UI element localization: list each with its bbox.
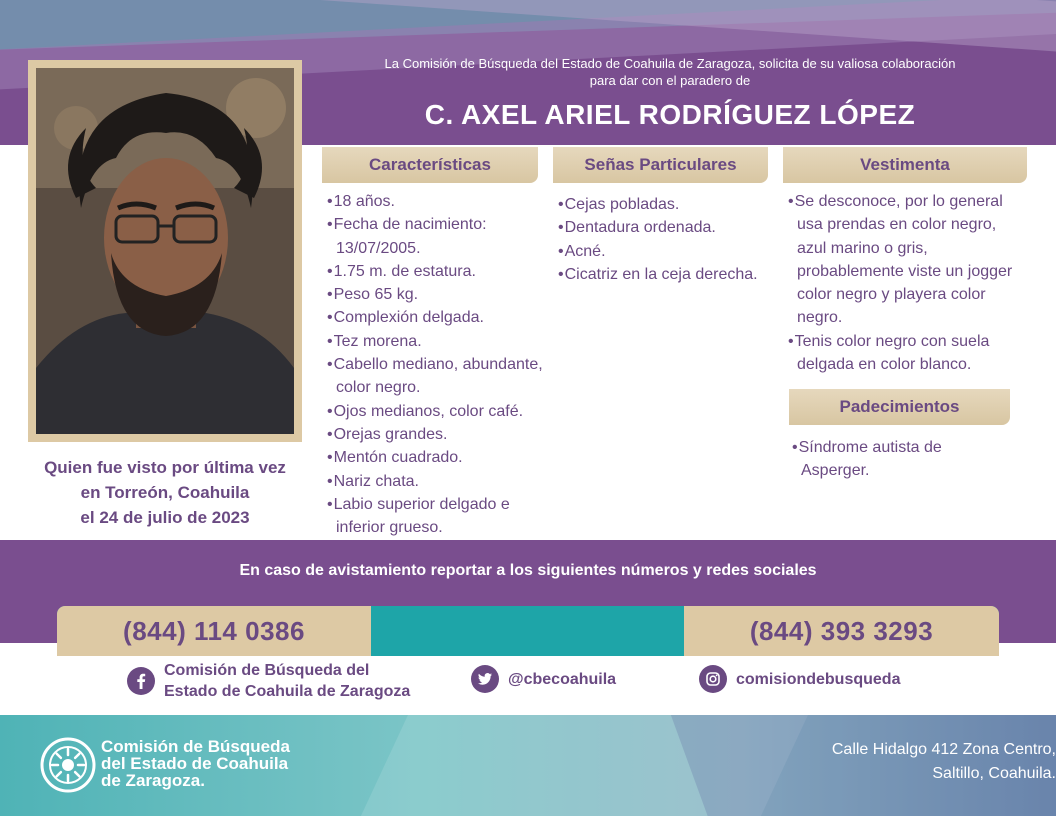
twitter-label: @cbecoahuila: [508, 670, 617, 688]
list-item: • Orejas grandes.: [327, 423, 552, 446]
list-item: • Acné.: [558, 240, 763, 263]
missing-person-name: C. AXEL ARIEL RODRÍGUEZ LÓPEZ: [424, 99, 916, 130]
list-item: • 18 años.: [327, 190, 552, 213]
list-item: • Se desconoce, por lo general usa prendas en color negro, azul marino o gris, probablemente viste un jogger color negro y playera color negro.: [788, 190, 1026, 330]
vestimenta-list: [788, 190, 1026, 376]
address-line: Calle Hidalgo 412 Zona Centro,: [831, 741, 1056, 758]
commission-logo-text: [101, 738, 290, 789]
person-photo-illustration: [36, 68, 294, 434]
list-item: • Cejas pobladas.: [558, 193, 763, 216]
phone-number-2[interactable]: (844) 393 3293: [684, 606, 999, 656]
list-item: • Tez morena.: [327, 330, 552, 353]
instagram-label: comisiondebusqueda: [736, 670, 901, 688]
list-item: • Labio superior delgado e inferior grueso.: [327, 493, 552, 540]
list-item: • Ojos medianos, color café.: [327, 400, 552, 423]
list-item: • 1.75 m. de estatura.: [327, 260, 552, 283]
instagram-link[interactable]: [699, 665, 900, 693]
list-item: • Cabello mediano, abundante, color negro.: [327, 353, 552, 400]
senas-heading: Señas Particulares: [553, 147, 768, 183]
vestimenta-heading: Vestimenta: [783, 147, 1027, 183]
facebook-icon: [127, 667, 155, 695]
facebook-line: Estado de Coahuila de Zaragoza: [164, 683, 411, 700]
list-item: • Fecha de nacimiento: 13/07/2005.: [327, 213, 552, 260]
last-seen-line: en Torreón, Coahuila: [80, 483, 250, 502]
twitter-icon: [471, 665, 499, 693]
caracteristicas-heading: Características: [322, 147, 538, 183]
facebook-label: [164, 660, 410, 702]
facebook-link[interactable]: [127, 660, 410, 702]
photo-frame: [28, 60, 302, 442]
logo-line: del Estado de Coahuila: [101, 754, 289, 773]
list-item: • Mentón cuadrado.: [327, 446, 552, 469]
list-item: • Complexión delgada.: [327, 306, 552, 329]
list-item: • Dentadura ordenada.: [558, 216, 763, 239]
facebook-line: Comisión de Búsqueda del: [164, 662, 370, 679]
report-text: En caso de avistamiento reportar a los siguientes números y redes sociales: [239, 562, 817, 579]
instagram-icon: [699, 665, 727, 693]
twitter-link[interactable]: [471, 665, 616, 693]
padecimientos-heading: Padecimientos: [789, 389, 1010, 425]
list-item: • Tenis color negro con suela delgada en color blanco.: [788, 330, 1026, 377]
logo-line: de Zaragoza.: [101, 771, 205, 790]
address: [832, 738, 1056, 786]
list-item: • Cicatriz en la ceja derecha.: [558, 263, 763, 286]
list-item: • Síndrome autista de Asperger.: [792, 436, 992, 483]
last-seen-text: [20, 455, 310, 530]
senas-list: [558, 193, 763, 286]
padecimientos-list: [792, 436, 992, 483]
phone-number-1[interactable]: (844) 114 0386: [57, 606, 371, 656]
person-photo: [36, 68, 294, 434]
last-seen-line: Quien fue visto por última vez: [44, 458, 286, 477]
address-line: Saltillo, Coahuila.: [932, 765, 1056, 782]
commission-logo-icon: [40, 737, 96, 793]
list-item: • Nariz chata.: [327, 470, 552, 493]
intro-text: La Comisión de Búsqueda del Estado de Coahuila de Zaragoza, solicita de su valiosa colaboración para dar con el paradero de: [384, 56, 956, 88]
last-seen-line: el 24 de julio de 2023: [80, 508, 250, 527]
caracteristicas-list: [327, 190, 552, 539]
logo-line: Comisión de Búsqueda: [101, 737, 290, 756]
list-item: • Peso 65 kg.: [327, 283, 552, 306]
